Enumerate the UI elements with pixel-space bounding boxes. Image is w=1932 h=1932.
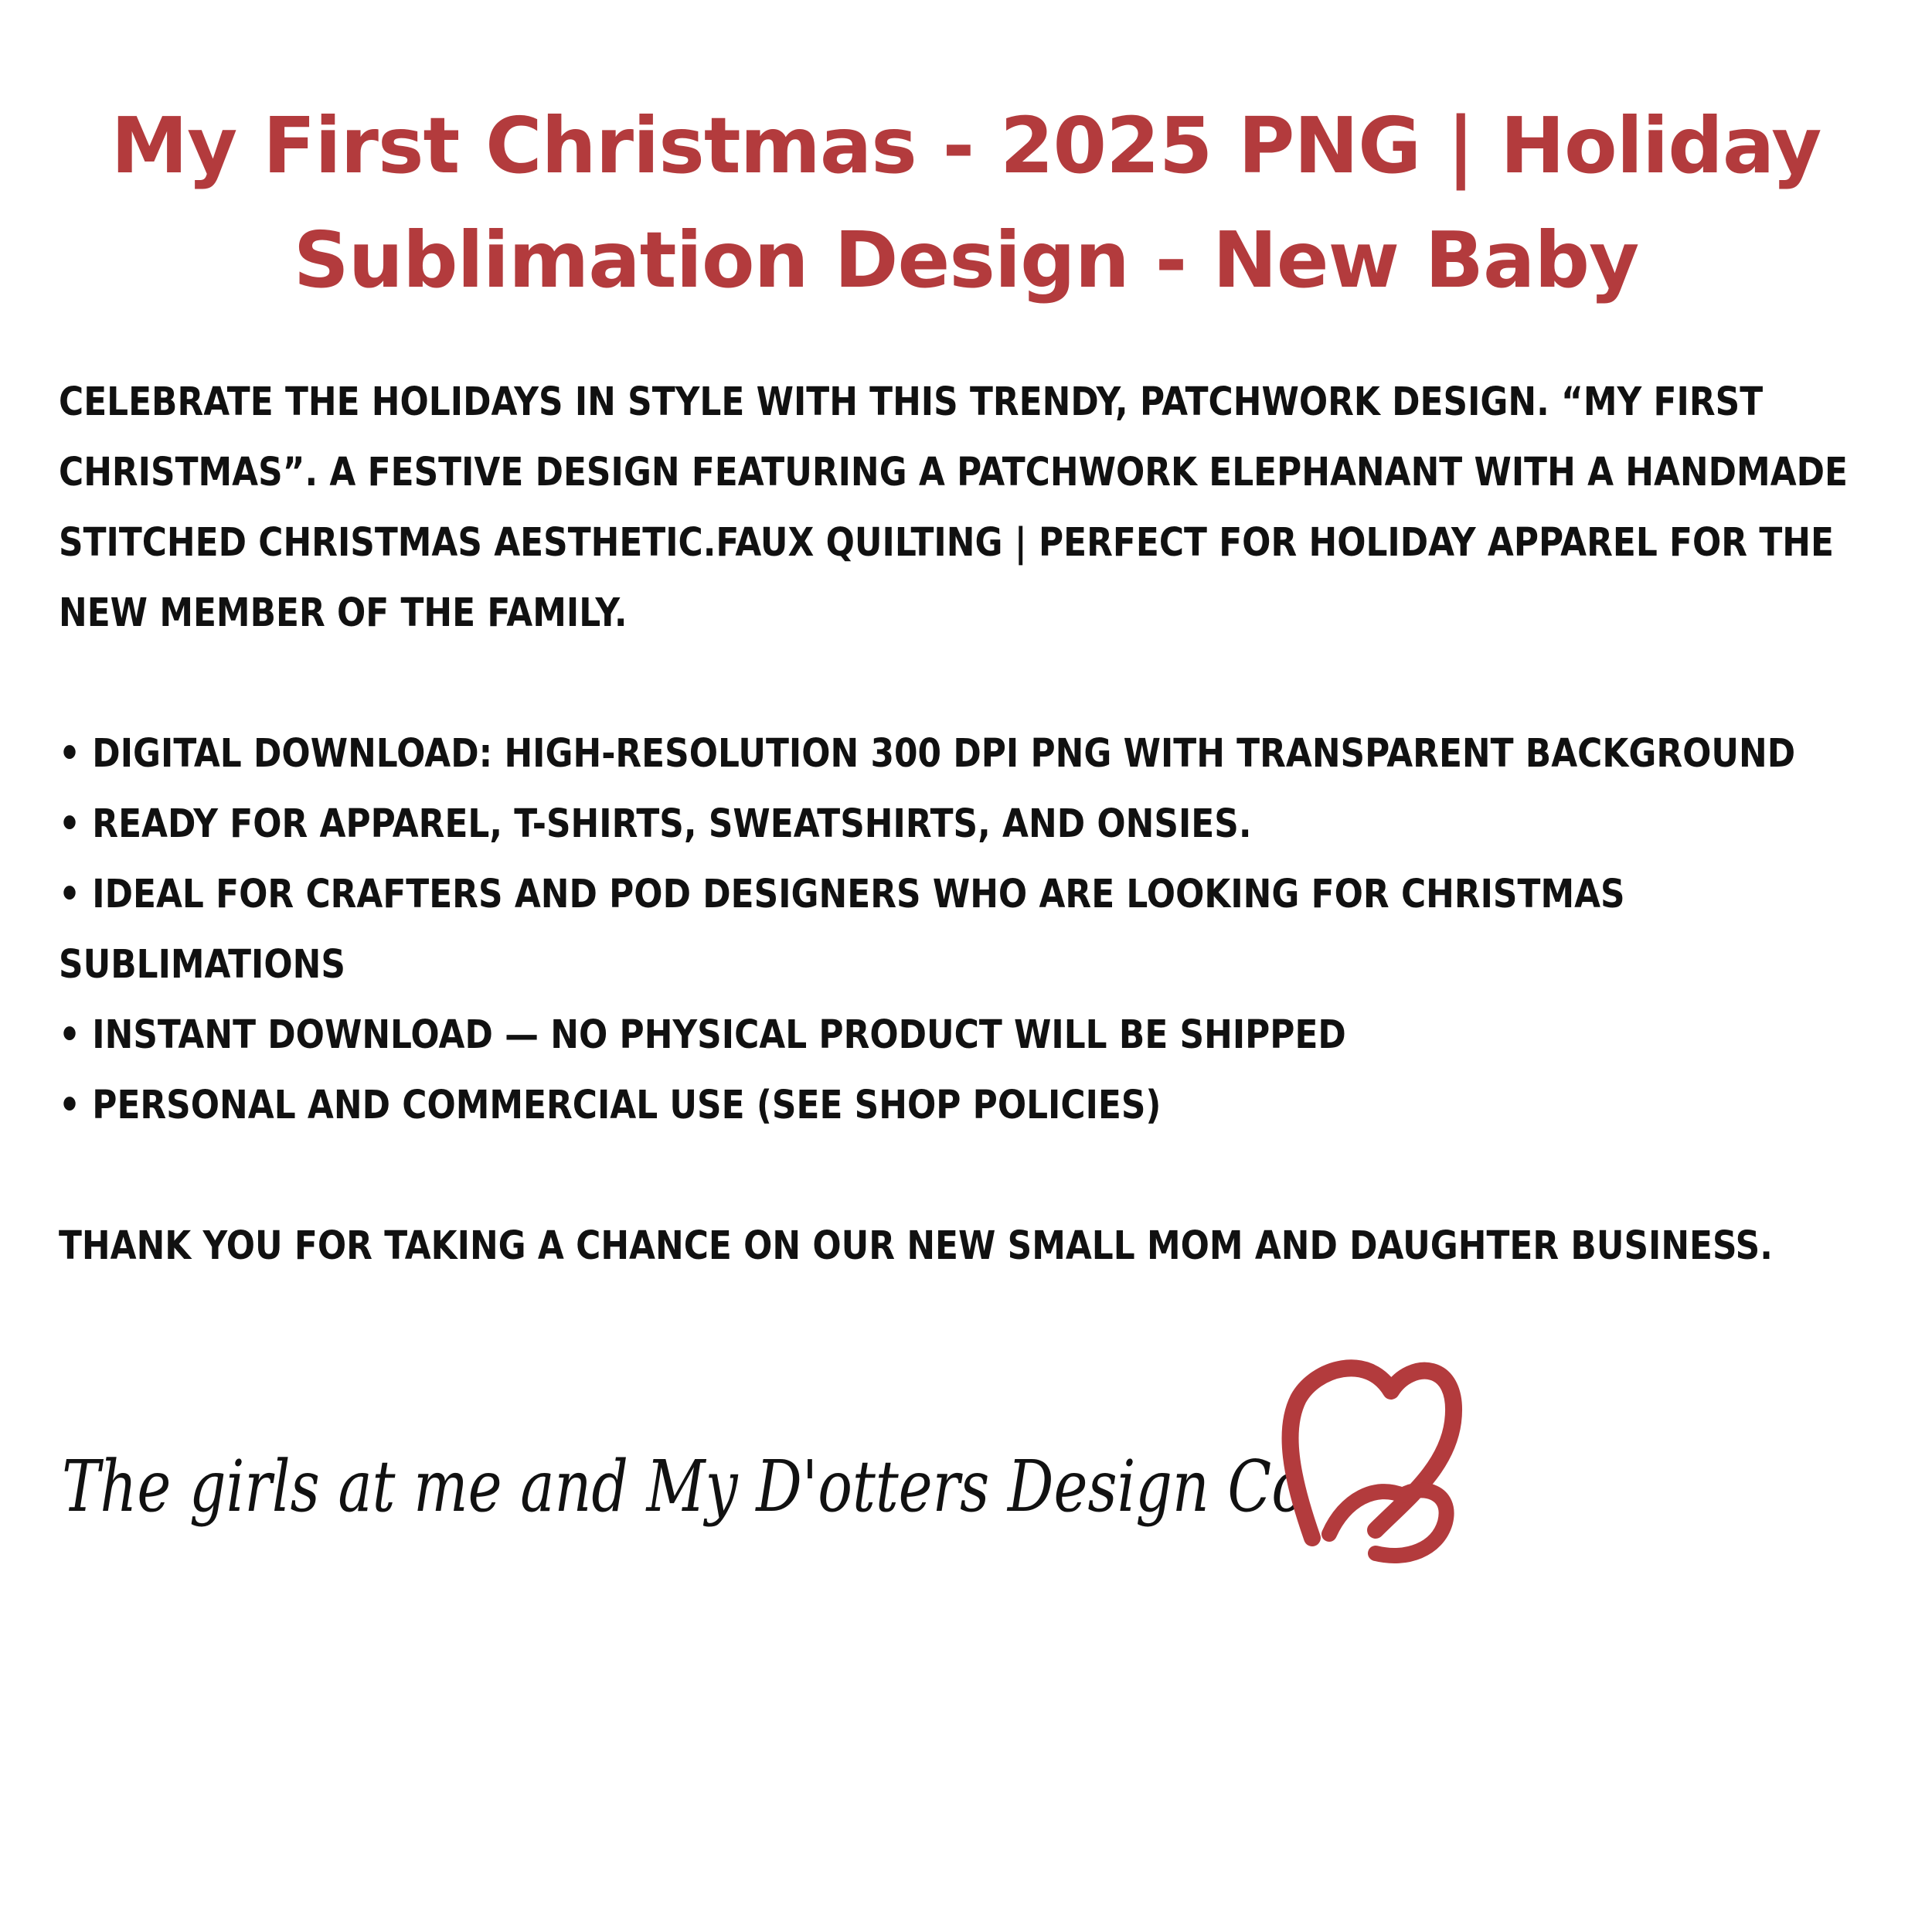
feature-list-item: SUBLIMATIONS: [59, 942, 345, 988]
feature-list-item: • DIGITAL DOWNLOAD: HIGH-RESOLUTION 300 DPI PNG WITH TRANSPARENT BACKGROUND: [59, 731, 1796, 777]
title-line-1: My First Christmas - 2025 PNG | Holiday: [111, 100, 1821, 191]
title-line-2: Sublimation Design - New Baby: [293, 215, 1639, 305]
feature-list: [59, 719, 1900, 1141]
brand-signature: The girls at me and My D'otters Design Co: [62, 1445, 1306, 1528]
thank-you-note: THANK YOU FOR TAKING A CHANCE ON OUR NEW SMALL MOM AND DAUGHTER BUSINESS.: [59, 1223, 1773, 1269]
description-line-3: STITCHED CHRISTMAS AESTHETIC.FAUX QUILTING | PERFECT FOR HOLIDAY APPAREL FOR THE: [59, 520, 1834, 566]
brand-logo: [62, 1337, 1468, 1584]
feature-list-item: • PERSONAL AND COMMERCIAL USE (SEE SHOP POLICIES): [59, 1083, 1162, 1128]
description-line-1: CELEBRATE THE HOLIDAYS IN STYLE WITH THIS TRENDY, PATCHWORK DESIGN. “MY FIRST: [59, 379, 1764, 425]
double-heart-icon: [1291, 1368, 1454, 1556]
spacer: [59, 1141, 1900, 1211]
description-line-2: CHRISTMAS”. A FESTIVE DESIGN FEATURING A PATCHWORK ELEPHANANT WITH A HANDMADE: [59, 450, 1849, 495]
feature-list-item: • INSTANT DOWNLOAD — NO PHYSICAL PRODUCT WILL BE SHIPPED: [59, 1012, 1346, 1058]
spacer: [59, 648, 1900, 719]
brand-logo-graphic: [62, 1337, 1468, 1584]
feature-list-item: • READY FOR APPAREL, T-SHIRTS, SWEATSHIRTS, AND ONSIES.: [59, 801, 1252, 847]
description-block: [59, 367, 1900, 1281]
feature-list-item: • IDEAL FOR CRAFTERS AND POD DESIGNERS WHO ARE LOOKING FOR CHRISTMAS: [59, 872, 1625, 917]
page-title: [46, 89, 1886, 318]
description-line-4: NEW MEMBER OF THE FAMILY.: [59, 590, 628, 636]
